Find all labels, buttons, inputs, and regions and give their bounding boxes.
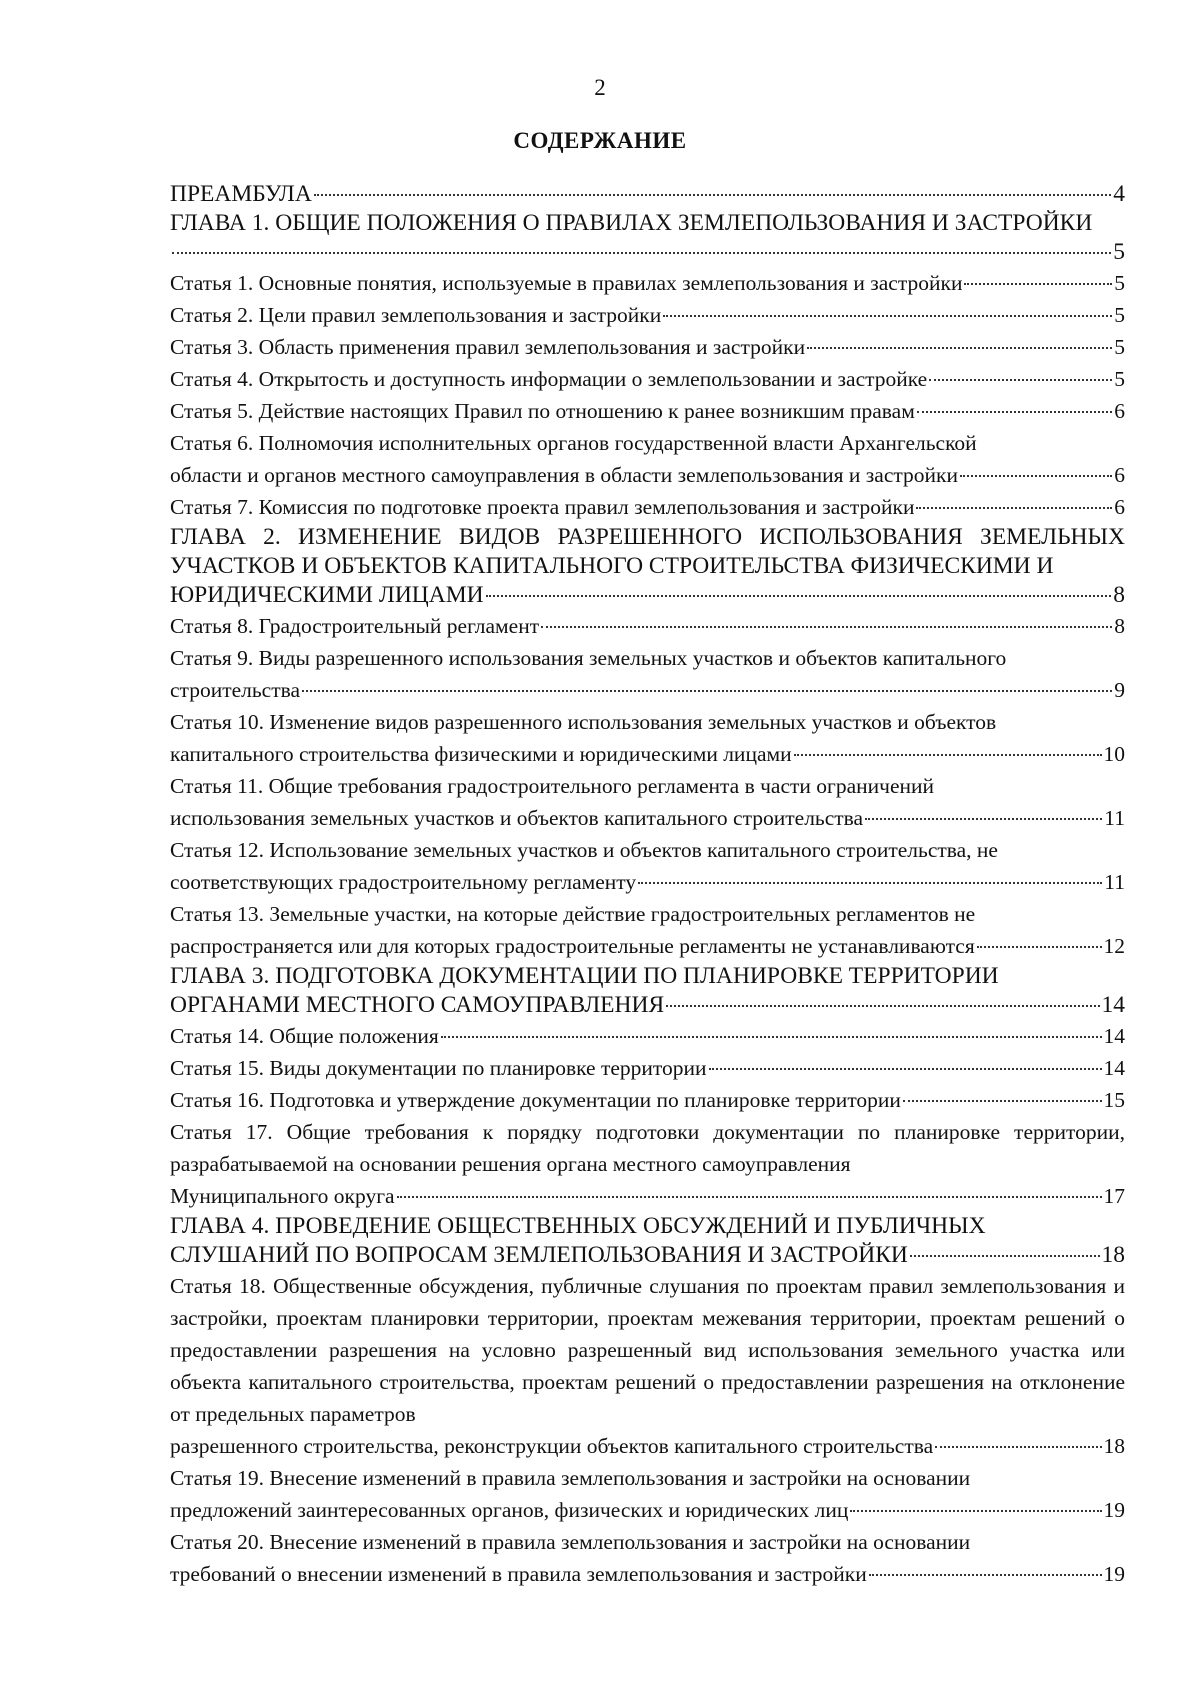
dot-leader xyxy=(960,475,1112,477)
dot-leader xyxy=(910,1255,1100,1257)
toc-article-entry[interactable] xyxy=(170,267,1125,299)
toc-page-number: 8 xyxy=(1113,582,1125,608)
toc-leader-line xyxy=(170,299,1125,331)
toc-article-entry[interactable] xyxy=(170,770,1125,834)
toc-entry-text: Статья 11. Общие требования градостроительного регламента в части ограничений xyxy=(170,774,935,798)
toc-entry-text: Статья 13. Земельные участки, на которые действие градостроительных регламентов не xyxy=(170,902,976,926)
toc-entry-text: Статья 4. Открытость и доступность информации о землепользовании и застройке xyxy=(170,367,928,391)
toc-chapter-entry[interactable] xyxy=(170,523,1125,610)
toc-entry-text: Статья 19. Внесение изменений в правила землепользования и застройки на основании xyxy=(170,1466,971,1490)
toc-leader-line xyxy=(170,738,1125,770)
toc-article-entry[interactable] xyxy=(170,1084,1125,1116)
toc-leader-line xyxy=(170,930,1125,962)
toc-chapter-entry[interactable] xyxy=(170,962,1125,1020)
dot-leader xyxy=(807,347,1112,349)
toc-page-number: 19 xyxy=(1103,1498,1125,1522)
toc-entry-text: ГЛАВА 3. ПОДГОТОВКА ДОКУМЕНТАЦИИ ПО ПЛАНИРОВКЕ ТЕРРИТОРИИ xyxy=(170,963,999,989)
toc-article-entry[interactable] xyxy=(170,642,1125,706)
toc-page-number: 18 xyxy=(1101,1242,1125,1268)
toc-chapter-entry[interactable] xyxy=(170,1212,1125,1270)
toc-leader-line xyxy=(170,802,1125,834)
toc-article-entry[interactable] xyxy=(170,1270,1125,1462)
dot-leader xyxy=(865,818,1102,820)
dot-leader xyxy=(935,1446,1101,1448)
toc-article-entry[interactable] xyxy=(170,331,1125,363)
toc-leader-line xyxy=(170,581,1125,610)
toc-leader-line xyxy=(170,363,1125,395)
toc-page-number: 5 xyxy=(1114,271,1125,295)
toc-entry-text: Статья 2. Цели правил землепользования и застройки xyxy=(170,303,662,327)
toc-page-number: 9 xyxy=(1114,678,1125,702)
toc-leader-line xyxy=(170,331,1125,363)
toc-article-entry[interactable] xyxy=(170,395,1125,427)
dot-leader xyxy=(709,1068,1102,1070)
toc-page-number: 15 xyxy=(1103,1088,1125,1112)
toc-leader-line xyxy=(170,491,1125,523)
toc-page-number: 10 xyxy=(1103,742,1125,766)
toc-article-entry[interactable] xyxy=(170,1462,1125,1526)
toc-page-number: 12 xyxy=(1103,934,1125,958)
toc-page-number: 11 xyxy=(1104,806,1125,830)
dot-leader xyxy=(794,754,1102,756)
toc-entry-text: Статья 12. Использование земельных участков и объектов капитального строительства, не xyxy=(170,838,998,862)
toc-entry-text: соответствующих градостроительному регламенту xyxy=(170,870,637,894)
toc-leader-line xyxy=(170,1241,1125,1270)
toc-page-number: 5 xyxy=(1114,303,1125,327)
toc-entry-text: Муниципального округа xyxy=(170,1184,395,1208)
toc-article-entry[interactable] xyxy=(170,1020,1125,1052)
toc-leader-line xyxy=(170,459,1125,491)
toc-entry-text: Статья 16. Подготовка и утверждение документации по планировке территории xyxy=(170,1088,901,1112)
toc-entry-text: распространяется или для которых градостроительные регламенты не устанавливаются xyxy=(170,934,975,958)
toc-entry-text: СЛУШАНИЙ ПО ВОПРОСАМ ЗЕМЛЕПОЛЬЗОВАНИЯ И ЗАСТРОЙКИ xyxy=(170,1242,908,1268)
toc-leader-line xyxy=(170,610,1125,642)
toc-page-number: 8 xyxy=(1114,614,1125,638)
toc-page-number: 6 xyxy=(1114,495,1125,519)
page-number: 2 xyxy=(594,75,606,100)
toc-page-number: 14 xyxy=(1103,1024,1125,1048)
dot-leader xyxy=(917,411,1112,413)
toc-page-number: 19 xyxy=(1103,1562,1125,1586)
toc-article-entry[interactable] xyxy=(170,898,1125,962)
toc-article-entry[interactable] xyxy=(170,834,1125,898)
toc-entry-text: Статья 5. Действие настоящих Правил по отношению к ранее возникшим правам xyxy=(170,399,915,423)
dot-leader xyxy=(903,1100,1102,1102)
dot-leader xyxy=(663,315,1112,317)
toc-entry-text: использования земельных участков и объектов капитального строительства xyxy=(170,806,864,830)
toc-entry-text: Статья 8. Градостроительный регламент xyxy=(170,614,540,638)
table-of-contents xyxy=(170,180,1125,1590)
toc-leader-line xyxy=(170,674,1125,706)
dot-leader xyxy=(977,946,1102,948)
toc-entry-text: капитального строительства физическими и юридическими лицами xyxy=(170,742,792,766)
dot-leader xyxy=(869,1574,1102,1576)
toc-entry-text: Статья 20. Внесение изменений в правила землепользования и застройки на основании xyxy=(170,1530,971,1554)
toc-entry-text: Статья 15. Виды документации по планировке территории xyxy=(170,1056,707,1080)
dot-leader xyxy=(929,379,1112,381)
toc-entry-text: Статья 17. Общие требования к порядку подготовки документации по планировке территории, разрабатываемой на основании решения органа местного самоуправления xyxy=(170,1120,1125,1176)
toc-entry-text: требований о внесении изменений в правила землепользования и застройки xyxy=(170,1562,867,1586)
toc-article-entry[interactable] xyxy=(170,1526,1125,1590)
toc-page-number: 14 xyxy=(1103,1056,1125,1080)
dot-leader xyxy=(916,507,1112,509)
toc-leader-line xyxy=(170,866,1125,898)
toc-page-number: 5 xyxy=(1114,335,1125,359)
toc-entry-text: ЮРИДИЧЕСКИМИ ЛИЦАМИ xyxy=(170,582,484,608)
toc-leader-line xyxy=(170,1494,1125,1526)
toc-article-entry[interactable] xyxy=(170,706,1125,770)
dot-leader xyxy=(314,194,1111,196)
toc-entry-text: Статья 7. Комиссия по подготовке проекта правил землепользования и застройки xyxy=(170,495,915,519)
toc-page-number: 11 xyxy=(1104,870,1125,894)
dot-leader xyxy=(486,595,1112,597)
toc-page-number: 5 xyxy=(1114,367,1125,391)
dot-leader xyxy=(666,1005,1099,1007)
toc-article-entry[interactable] xyxy=(170,1052,1125,1084)
toc-leader-line xyxy=(170,1020,1125,1052)
dot-leader xyxy=(441,1036,1102,1038)
dot-leader xyxy=(638,882,1102,884)
toc-entry-text: предложений заинтересованных органов, физических и юридических лиц xyxy=(170,1498,849,1522)
toc-leader-line xyxy=(170,1180,1125,1212)
toc-entry-text: разрешенного строительства, реконструкции объектов капитального строительства xyxy=(170,1434,934,1458)
toc-leader-line xyxy=(170,238,1125,267)
toc-entry-text: Статья 3. Область применения правил землепользования и застройки xyxy=(170,335,806,359)
toc-entry-text: ГЛАВА 4. ПРОВЕДЕНИЕ ОБЩЕСТВЕННЫХ ОБСУЖДЕНИЙ И ПУБЛИЧНЫХ xyxy=(170,1213,986,1239)
toc-leader-line xyxy=(170,1558,1125,1590)
dot-leader xyxy=(850,1510,1101,1512)
toc-article-entry[interactable] xyxy=(170,1116,1125,1212)
toc-page-number: 6 xyxy=(1114,463,1125,487)
toc-leader-line xyxy=(170,1084,1125,1116)
toc-leader-line xyxy=(170,267,1125,299)
toc-entry-text: строительства xyxy=(170,678,301,702)
toc-entry-text: ПРЕАМБУЛА xyxy=(170,181,312,207)
toc-leader-line xyxy=(170,180,1125,209)
toc-leader-line xyxy=(170,395,1125,427)
dot-leader xyxy=(541,626,1112,628)
toc-page-number: 5 xyxy=(1113,239,1125,265)
toc-page-number: 6 xyxy=(1114,399,1125,423)
toc-article-entry[interactable] xyxy=(170,491,1125,523)
toc-page-number: 14 xyxy=(1101,992,1125,1018)
page-title: СОДЕРЖАНИЕ xyxy=(513,128,687,153)
toc-entry-text: области и органов местного самоуправления в области землепользования и застройки xyxy=(170,463,958,487)
toc-article-entry[interactable] xyxy=(170,427,1125,491)
dot-leader xyxy=(397,1196,1102,1198)
toc-entry-text: ОРГАНАМИ МЕСТНОГО САМОУПРАВЛЕНИЯ xyxy=(170,992,665,1018)
toc-entry-text: Статья 18. Общественные обсуждения, публичные слушания по проектам правил землепользования и застройки, проектам планировки территории, проектам межевания территории, проектам решений о предоставлении разрешения на условно разрешенный вид использования земельного участка или объекта капитального строительства, проектам решений о предоставлении разрешения на отклонение от предельных параметров xyxy=(170,1274,1125,1426)
toc-page-number: 18 xyxy=(1103,1434,1125,1458)
toc-entry-text: Статья 10. Изменение видов разрешенного использования земельных участков и объектов xyxy=(170,710,997,734)
toc-leader-line xyxy=(170,1430,1125,1462)
toc-entry-text: ГЛАВА 2. ИЗМЕНЕНИЕ ВИДОВ РАЗРЕШЕННОГО ИСПОЛЬЗОВАНИЯ ЗЕМЕЛЬНЫХ УЧАСТКОВ И ОБЪЕКТОВ КАПИТАЛЬНОГО СТРОИТЕЛЬСТВА ФИЗИЧЕСКИМИ И xyxy=(170,524,1125,579)
toc-entry-text: Статья 9. Виды разрешенного использования земельных участков и объектов капитального xyxy=(170,646,1007,670)
toc-page-number: 4 xyxy=(1113,181,1125,207)
toc-article-entry[interactable] xyxy=(170,610,1125,642)
toc-chapter-entry[interactable] xyxy=(170,180,1125,209)
toc-article-entry[interactable] xyxy=(170,363,1125,395)
toc-entry-text: Статья 6. Полномочия исполнительных органов государственной власти Архангельской xyxy=(170,431,977,455)
toc-entry-text: Статья 14. Общие положения xyxy=(170,1024,439,1048)
dot-leader xyxy=(172,252,1111,254)
toc-leader-line xyxy=(170,991,1125,1020)
dot-leader xyxy=(302,690,1112,692)
toc-leader-line xyxy=(170,1052,1125,1084)
dot-leader xyxy=(964,283,1112,285)
toc-entry-text: ГЛАВА 1. ОБЩИЕ ПОЛОЖЕНИЯ О ПРАВИЛАХ ЗЕМЛЕПОЛЬЗОВАНИЯ И ЗАСТРОЙКИ xyxy=(170,210,1093,236)
toc-entry-text: Статья 1. Основные понятия, используемые в правилах землепользования и застройки xyxy=(170,271,963,295)
toc-chapter-entry[interactable] xyxy=(170,209,1125,267)
toc-article-entry[interactable] xyxy=(170,299,1125,331)
toc-page-number: 17 xyxy=(1103,1184,1125,1208)
